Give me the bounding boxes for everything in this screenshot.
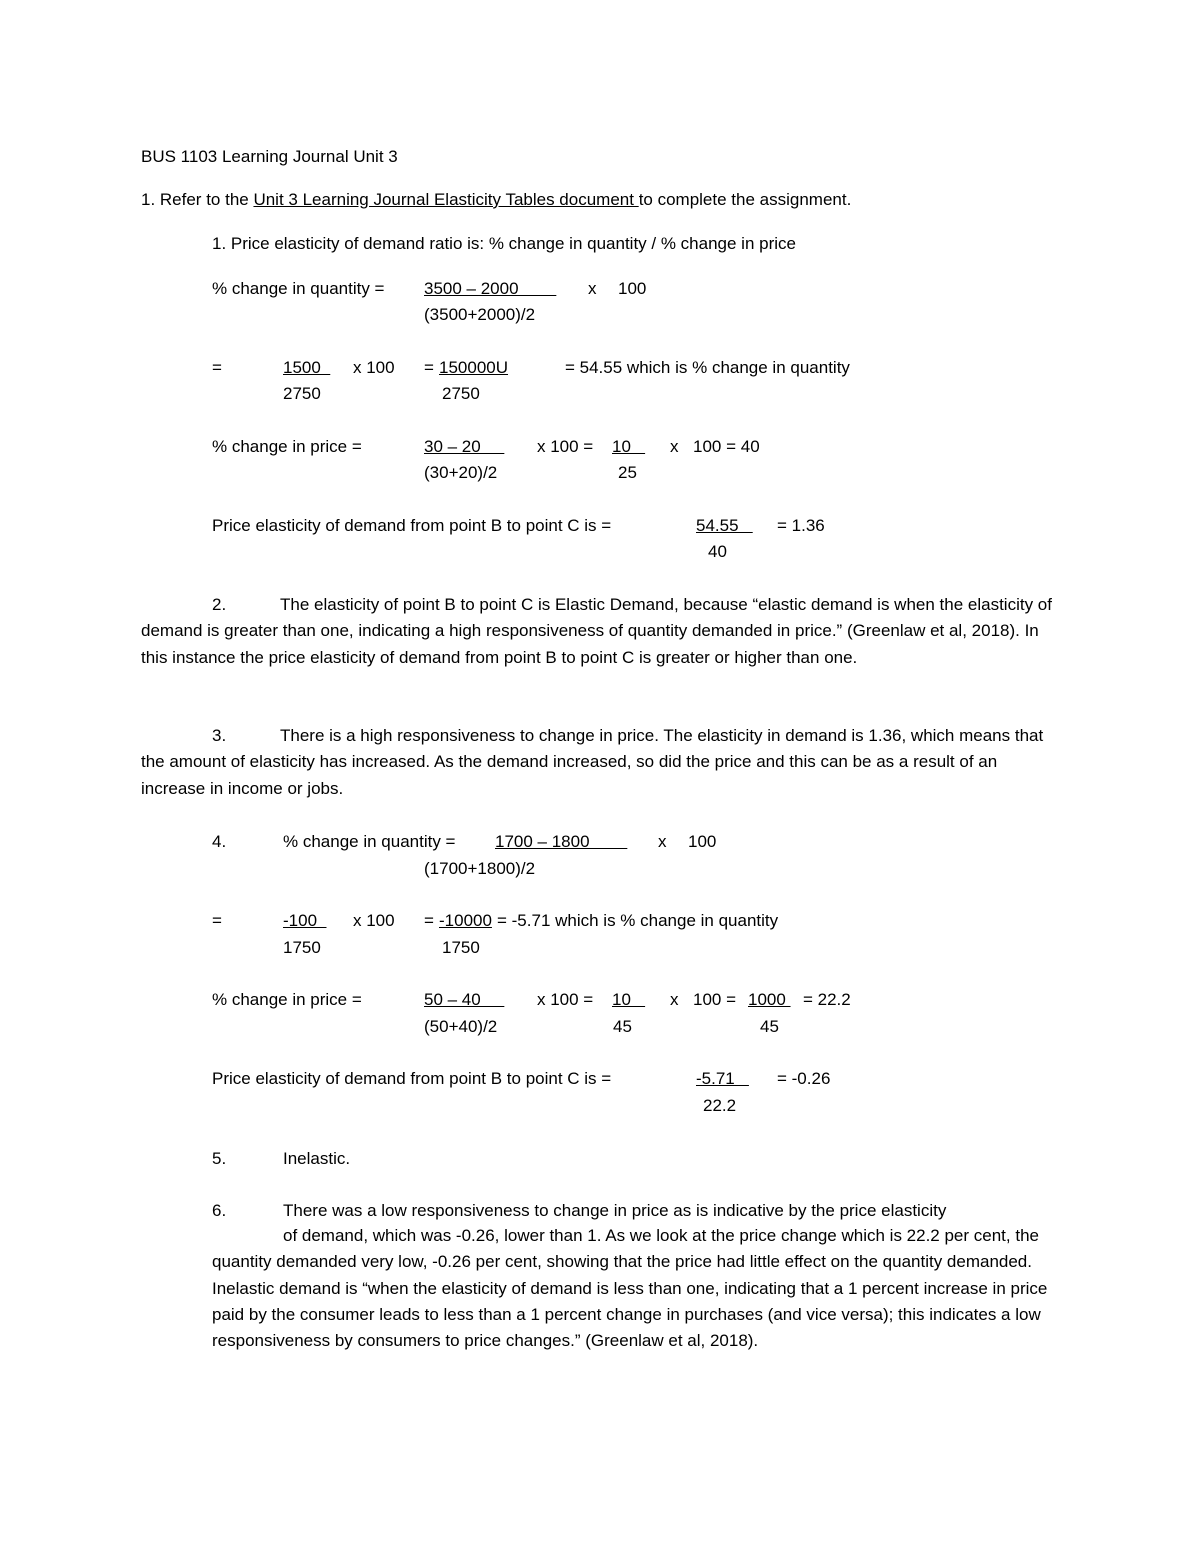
q1-ped-result: = 1.36: [777, 516, 825, 535]
q1-step-numerator: 1500: [283, 358, 331, 377]
q4-qty-result: = -5.71 which is % change in quantity: [497, 911, 779, 930]
q4-price-times: x 100 =: [537, 990, 594, 1009]
q4-price-denominator: (50+40)/2: [424, 1017, 498, 1036]
q1-price-times: x 100 =: [537, 437, 594, 456]
q3-paragraph: [141, 723, 1061, 802]
q1-step-denominator: 2750: [283, 384, 321, 403]
q4-qty-100: 100: [688, 832, 717, 851]
q1-ped-label: Price elasticity of demand from point B to point C is =: [212, 516, 612, 535]
q1-price-frac-denominator: 25: [618, 463, 637, 482]
q2-number: 2.: [212, 595, 227, 614]
q4-price-frac-denominator: 45: [613, 1017, 632, 1036]
q1-ped-numerator: 54.55: [696, 516, 753, 535]
q4-price-mid: 100 =: [693, 990, 737, 1009]
q1-eq: =: [212, 358, 222, 377]
q1-price-numerator: 30 – 20: [424, 437, 505, 456]
q4-ped-denominator: 22.2: [703, 1096, 737, 1115]
q2-text: The elasticity of point B to point C is Elastic Demand, because “elastic demand is when the elasticity of demand is greater than one, indicating a high responsiveness of quantity demanded in price.” (Greenlaw et al, 2018). In this instance the price elasticity of demand from point B to point C is greater or higher than one.: [141, 595, 1052, 667]
q4-step-denominator: 1750: [283, 938, 321, 957]
q3-text: There is a high responsiveness to change in price. The elasticity in demand is 1.36, which means that the amount of elasticity has increased. As the demand increased, so did the price and this can be as a result of an increase in income or jobs.: [141, 726, 1044, 798]
q4-ped-result: = -0.26: [777, 1069, 831, 1088]
q1-step2-numerator: 150000U: [439, 358, 509, 377]
intro-suffix: to complete the assignment.: [638, 190, 852, 209]
q4-times-100: x 100: [353, 911, 395, 930]
q1-price-x: x: [670, 437, 679, 456]
q4-step-numerator: -100: [283, 911, 327, 930]
q3-number: 3.: [212, 726, 227, 745]
q1-qty-label: % change in quantity =: [212, 279, 385, 298]
page-title: BUS 1103 Learning Journal Unit 3: [141, 147, 398, 166]
q1-step2-denominator: 2750: [442, 384, 480, 403]
q1-qty-denominator: (3500+2000)/2: [424, 305, 536, 324]
intro-prefix: 1. Refer to the: [141, 190, 254, 209]
q1-qty-100: 100: [618, 279, 647, 298]
q1-qty-numerator: 3500 – 2000: [424, 279, 557, 298]
q1-ratio-definition: 1. Price elasticity of demand ratio is: % change in quantity / % change in price: [212, 234, 796, 253]
q4-qty-numerator: 1700 – 1800: [495, 832, 628, 851]
q2-paragraph: [141, 592, 1061, 671]
intro-line: [141, 189, 851, 211]
q4-qty-denominator: (1700+1800)/2: [424, 859, 536, 878]
q1-price-label: % change in price =: [212, 437, 362, 456]
q4-qty-label: % change in quantity =: [283, 832, 456, 851]
q4-ped-numerator: -5.71: [696, 1069, 749, 1088]
q6-number: 6.: [212, 1201, 227, 1220]
q1-price-frac-numerator: 10: [612, 437, 646, 456]
q1-qty-x: x: [588, 279, 597, 298]
q1-price-denominator: (30+20)/2: [424, 463, 498, 482]
q1-price-result: 100 = 40: [693, 437, 760, 456]
q4-step2-numerator: -10000: [439, 911, 492, 930]
q4-eq2: =: [424, 911, 434, 930]
q1-times-100: x 100: [353, 358, 395, 377]
q4-price-frac-numerator: 10: [612, 990, 646, 1009]
elasticity-tables-link[interactable]: Unit 3 Learning Journal Elasticity Tables document: [253, 190, 639, 209]
q1-eq2: =: [424, 358, 434, 377]
q5-text: Inelastic.: [283, 1149, 351, 1168]
q4-price-frac2-denominator: 45: [760, 1017, 779, 1036]
q4-step2-denominator: 1750: [442, 938, 480, 957]
q4-number: 4.: [212, 832, 227, 851]
q1-qty-result: = 54.55 which is % change in quantity: [565, 358, 850, 377]
q4-price-numerator: 50 – 40: [424, 990, 505, 1009]
q4-eq: =: [212, 911, 222, 930]
q4-price-x: x: [670, 990, 679, 1009]
q4-price-frac2-numerator: 1000: [748, 990, 791, 1009]
q4-price-label: % change in price =: [212, 990, 362, 1009]
q4-qty-x: x: [658, 832, 667, 851]
q1-ped-denominator: 40: [708, 542, 727, 561]
q6-first-line: There was a low responsiveness to change in price as is indicative by the price elasticity: [283, 1201, 947, 1220]
q5-number: 5.: [212, 1149, 227, 1168]
q6-paragraph: of demand, which was -0.26, lower than 1. As we look at the price change which is 22.2 per cent, the quantity demanded very low, -0.26 per cent, showing that the price had little effect on the quantity demanded. Inelastic demand is “when the elasticity of demand is less than one, indicating that a 1 percent increase in price paid by the consumer leads to less than a 1 percent change in purchases (and vice versa); this indicates a low responsiveness by consumers to price changes.” (Greenlaw et al, 2018).: [212, 1226, 1048, 1351]
q4-ped-label: Price elasticity of demand from point B to point C is =: [212, 1069, 612, 1088]
q4-price-result: = 22.2: [803, 990, 851, 1009]
